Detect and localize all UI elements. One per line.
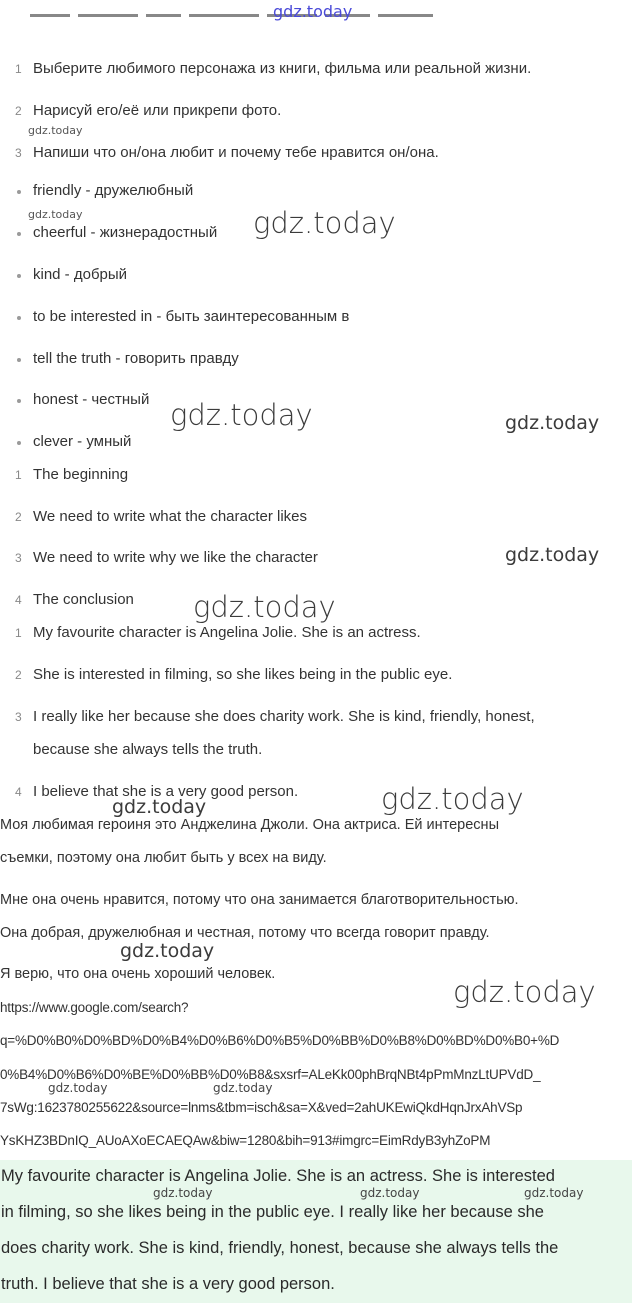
url-line[interactable]: YsKHZ3BDnIQ_AUoAXoECAEQAw&biw=1280&bih=913#imgrc=EimRdyB3yhZoPM <box>0 1133 491 1148</box>
translation-line: съемки, поэтому она любит быть у всех на виду. <box>0 850 327 866</box>
bullet-dot <box>17 232 21 236</box>
translation-line: Мне она очень нравится, потому что она занимается благотворительностью. <box>0 892 519 908</box>
list-number: 3 <box>15 146 22 160</box>
bullet-dot <box>17 274 21 278</box>
list-number: 3 <box>15 551 22 565</box>
plan-item: The conclusion <box>33 591 134 608</box>
list-number: 4 <box>15 593 22 607</box>
watermark: gdz.today <box>453 975 596 1009</box>
watermark: gdz.today <box>360 1186 420 1200</box>
answer-item: I really like her because she does charity work. She is kind, friendly, honest, <box>33 708 535 725</box>
list-number: 4 <box>15 785 22 799</box>
answer-item: She is interested in filming, so she likes being in the public eye. <box>33 666 453 683</box>
cut-off-text-line <box>30 14 460 20</box>
final-line: does charity work. She is kind, friendly, honest, because she always tells the <box>1 1239 559 1257</box>
watermark: gdz.today <box>112 796 207 818</box>
watermark: gdz.today <box>28 208 83 221</box>
answer-item: My favourite character is Angelina Jolie. She is an actress. <box>33 624 421 641</box>
vocab-item: friendly - дружелюбный <box>33 182 194 199</box>
list-number: 1 <box>15 62 22 76</box>
task-item: Нарисуй его/её или прикрепи фото. <box>33 102 282 119</box>
vocab-item: kind - добрый <box>33 266 128 283</box>
list-number: 1 <box>15 468 22 482</box>
watermark: gdz.today <box>193 590 336 624</box>
watermark: gdz.today <box>120 940 215 962</box>
bullet-dot <box>17 441 21 445</box>
plan-item: We need to write why we like the character <box>33 549 318 566</box>
bullet-dot <box>17 399 21 403</box>
vocab-item: cheerful - жизнерадостный <box>33 224 218 241</box>
url-line[interactable]: q=%D0%B0%D0%BD%D0%B4%D0%B6%D0%B5%D0%BB%D0%B8%D0%BD%D0%B0+%D <box>0 1033 560 1048</box>
url-line[interactable]: https://www.google.com/search? <box>0 1000 189 1015</box>
list-number: 1 <box>15 626 22 640</box>
vocab-item: to be interested in - быть заинтересованным в <box>33 308 350 325</box>
translation-line: Я верю, что она очень хороший человек. <box>0 966 276 982</box>
url-line[interactable]: 0%B4%D0%B6%D0%BE%D0%BB%D0%B8&sxsrf=ALeKk00phBrqNBt4pPmMnzLtUPVdD_ <box>0 1067 541 1082</box>
bullet-dot <box>17 190 21 194</box>
watermark: gdz.today <box>253 206 396 240</box>
watermark: gdz.today <box>28 124 83 137</box>
bullet-dot <box>17 316 21 320</box>
task-item: Выберите любимого персонажа из книги, фильма или реальной жизни. <box>33 60 532 77</box>
vocab-item: honest - честный <box>33 391 150 408</box>
final-line: My favourite character is Angelina Jolie. She is an actress. She is interested <box>1 1167 555 1185</box>
watermark: gdz.today <box>381 782 524 816</box>
translation-line: Она добрая, дружелюбная и честная, потому что всегда говорит правду. <box>0 925 490 941</box>
watermark: gdz.today <box>48 1081 108 1095</box>
task-item: Напиши что он/она любит и почему тебе нравится он/она. <box>33 144 439 161</box>
watermark: gdz.today <box>153 1186 213 1200</box>
list-number: 3 <box>15 710 22 724</box>
bullet-dot <box>17 358 21 362</box>
watermark: gdz.today <box>505 412 600 434</box>
vocab-item: clever - умный <box>33 433 132 450</box>
final-line: truth. I believe that she is a very good person. <box>1 1275 335 1293</box>
translation-line: Моя любимая героиня это Анджелина Джоли. Она актриса. Ей интересны <box>0 817 499 833</box>
watermark: gdz.today <box>505 544 600 566</box>
vocab-item: tell the truth - говорить правду <box>33 350 239 367</box>
plan-item: We need to write what the character likes <box>33 508 308 525</box>
watermark: gdz.today <box>524 1186 584 1200</box>
list-number: 2 <box>15 668 22 682</box>
answer-item-continued: because she always tells the truth. <box>33 741 263 758</box>
answer-item: I believe that she is a very good person. <box>33 783 299 800</box>
site-logo[interactable]: gdz.today <box>273 2 353 21</box>
list-number: 2 <box>15 510 22 524</box>
list-number: 2 <box>15 104 22 118</box>
url-line[interactable]: 7sWg:1623780255622&source=lnms&tbm=isch&sa=X&ved=2ahUKEwiQkdHqnJrxAhVSp <box>0 1100 523 1115</box>
watermark: gdz.today <box>170 398 313 432</box>
watermark: gdz.today <box>213 1081 273 1095</box>
final-line: in filming, so she likes being in the public eye. I really like her because she <box>1 1203 544 1221</box>
plan-item: The beginning <box>33 466 129 483</box>
